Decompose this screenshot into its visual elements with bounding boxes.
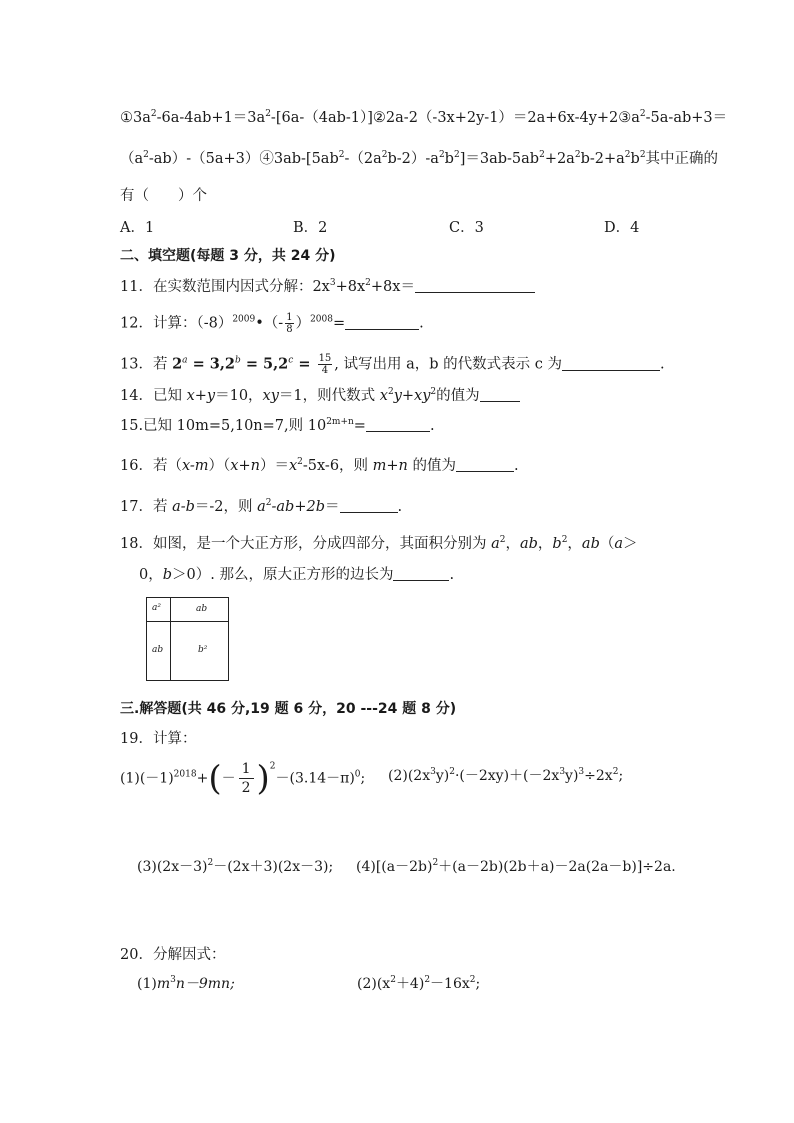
answer-blank[interactable] (393, 566, 449, 581)
square-diagram (146, 597, 229, 681)
section2-heading: 二、填空题(每题 3 分，共 24 分) (120, 248, 336, 264)
diagram-label-b2: b² (198, 645, 208, 655)
option-d: D．4 (604, 220, 640, 236)
q10-line2: $(a^2-ab)-(5a+3)④3ab-[5ab^2-(2a^2b-2)-a^2b^2]=3ab-5ab^2+2a^2b-2+a^2b^2$其中正确的 (120, 150, 719, 167)
q20-part2: $(2)(x^2+4)^2-16x^2$; (357, 975, 481, 992)
q20-title: 20．分解因式： (120, 947, 226, 963)
q19-part3: $(3)(2x-3)^2-(2x+3)(2x-3)$; (137, 858, 334, 875)
fraction-1-2: $\frac{1}{2}$ (239, 760, 254, 797)
section3-heading: 三.解答题(共 46 分,19 题 6 分，20 ---24 题 8 分) (120, 701, 457, 717)
q19-part1: $(1)(-1)^{2018}+(-$ $\frac{1}{2}$ )$^2-(3.14-\pi)^0$; (120, 758, 366, 799)
diagram-label-a2: a² (152, 603, 161, 613)
diagram-horizontal-divider (147, 621, 228, 622)
q16: 16．若$(x-m)(x+n)=x^2-5x-6$，则 m+n 的值为 . (120, 457, 519, 474)
q19-part4: $(4)[(a-2b)^2+(a-2b)(2b+a)-2a(2a-b)]\div 2a$. (356, 858, 676, 875)
option-c: C．3 (449, 220, 484, 236)
q11: 11．在实数范围内因式分解：$2x^3+8x^2+8x=$ (120, 277, 535, 297)
q14: 14．已知 x+y＝10，xy＝1，则代数式 $x^2y+xy^2$的值为 (120, 386, 520, 406)
fraction-1-8: $\frac{1}{8}$ (286, 312, 293, 335)
answer-blank[interactable] (562, 356, 660, 371)
q10-line1: $①3a^2-6a-4ab+1=3a^2-[6a-(4ab-1)]②2a-2(-3x+2y-1)=2a+6x-4y+2③a^2-5a-ab+3=$ (120, 109, 728, 126)
answer-blank[interactable] (340, 498, 398, 513)
q17: 17．若 a-b＝-2，则 $a^2-ab+2b=$ . (120, 498, 403, 515)
diagram-label-ab-top: ab (196, 604, 208, 614)
option-a: A．1 (120, 220, 155, 236)
q19-title: 19．计算： (120, 731, 197, 747)
q18-line1: 18．如图，是一个大正方形，分成四部分，其面积分别为 $a^2$，ab，$b^2$，ab（a＞ (120, 535, 638, 552)
fraction-15-4: $\frac{15}{4}$ (318, 353, 332, 376)
diagram-label-ab-left: ab (152, 645, 164, 655)
diagram-vertical-divider (170, 598, 171, 680)
answer-blank[interactable] (345, 315, 419, 330)
q20-part1: $(1)m^3n-9mn$; (137, 975, 235, 992)
q13: 13．若 $2^a = 3,2^b = 5,2^c$ = $\frac{15}{4}$ , 试写出用 a，b 的代数式表示 c 为 . (120, 353, 665, 376)
q18-line2: 0，b＞0）. 那么，原大正方形的边长为 . (139, 567, 455, 583)
answer-blank[interactable] (480, 387, 520, 402)
q19-part2: $(2)(2x^3y)^2\cdot(-2xy)+(-2x^3y)^3\div 2x^2$; (388, 767, 624, 784)
q15: 15.已知 10m=5,10n=7,则 $10^{2m+n}=$ . (120, 417, 435, 434)
q12: 12．计算：$(-8)^{2009}•(-$ $\frac{1}{8}$ ）$^{2008}$= . (120, 312, 424, 335)
option-b: B．2 (293, 220, 328, 236)
answer-blank[interactable] (415, 278, 535, 293)
answer-blank[interactable] (366, 417, 430, 432)
answer-blank[interactable] (456, 457, 514, 472)
q10-line3: 有（ ）个 (120, 188, 207, 204)
